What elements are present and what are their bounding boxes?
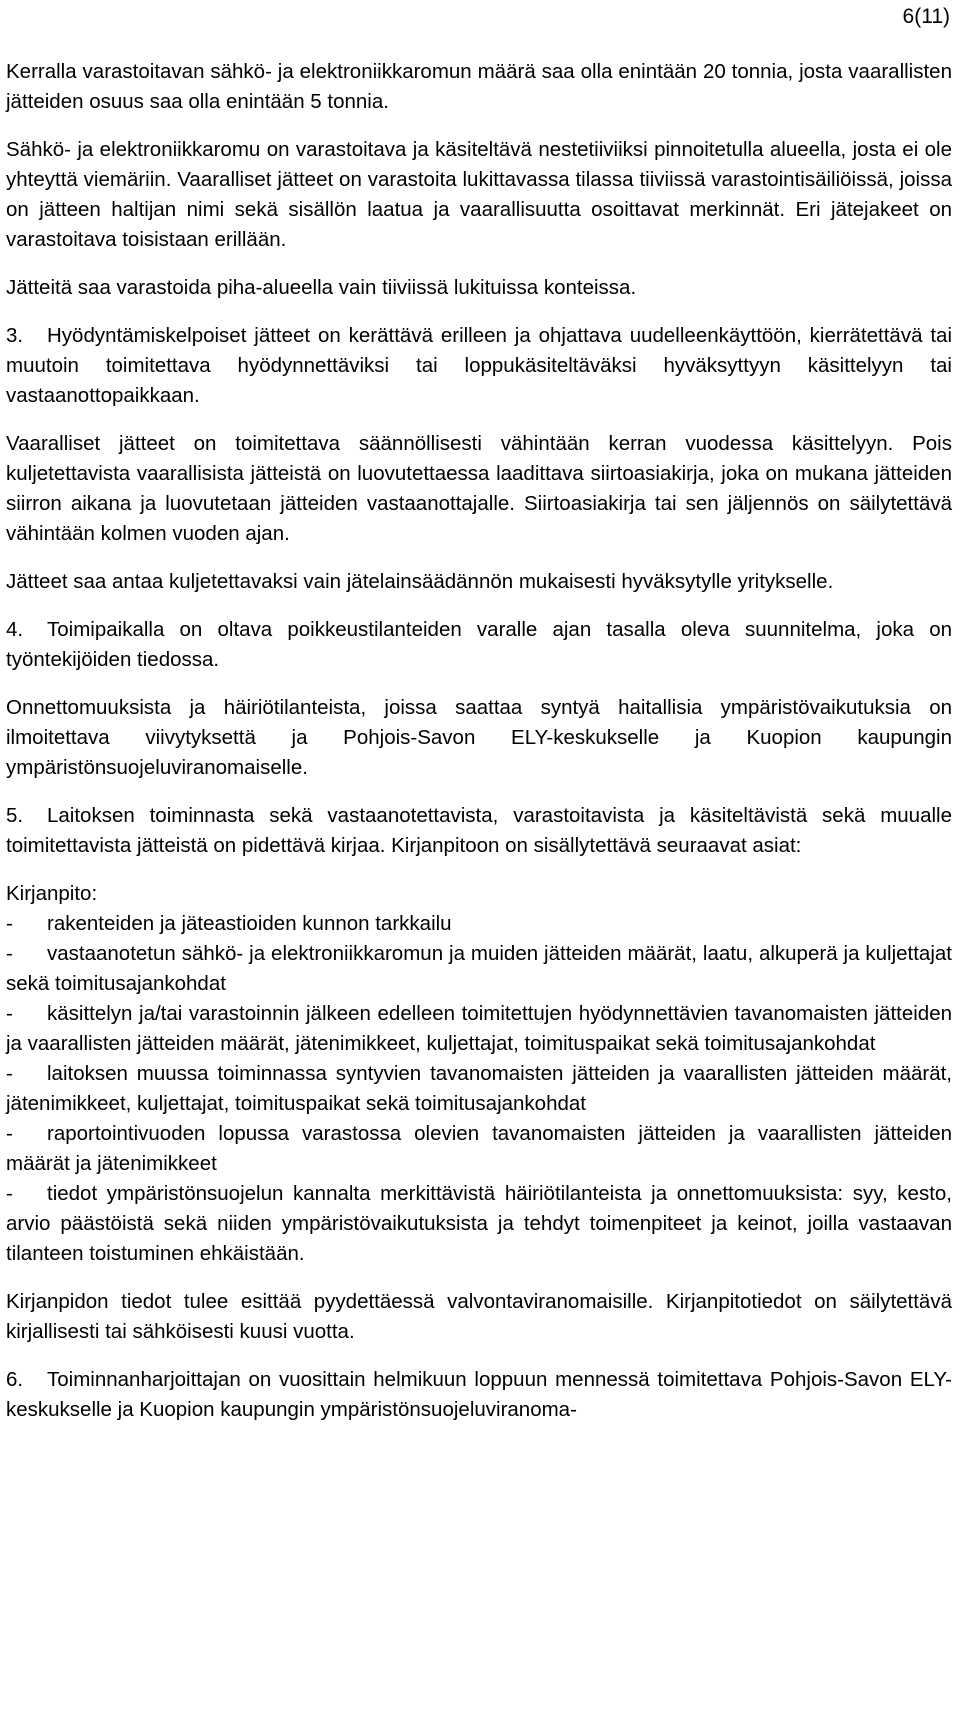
section-text: Toiminnanharjoittajan on vuosittain helmikuun loppuun mennessä toimitettava Pohjois-Savon ELY-keskukselle ja Kuopion kaupungin ympäristönsuojeluviranoma- — [6, 1368, 952, 1421]
list-dash: - — [6, 1002, 13, 1025]
paragraph-storage-requirements: Sähkö- ja elektroniikkaromu on varastoitava ja käsiteltävä nestetiiviiksi pinnoitetulla alueella, josta ei ole yhteyttä viemäriin. Vaaralliset jätteet on varastoita lukittavassa tilassa tiiviissä varastointisäiliöissä, joissa on jätteen haltijan nimi sekä sisällön laatua ja vaarallisuutta osoittavat merkinnät. Eri jätejakeet on varastoitava toisistaan erillään. — [6, 138, 952, 251]
bookkeeping-title: Kirjanpito: — [6, 882, 98, 905]
list-item-text: vastaanotetun sähkö- ja elektroniikkaromun ja muiden jätteiden määrät, laatu, alkuperä ja kuljettajat sekä toimitusajankohdat — [6, 942, 952, 995]
list-item-text: rakenteiden ja jäteastioiden kunnon tarkkailu — [47, 912, 452, 935]
page-number: 6(11) — [902, 5, 950, 28]
paragraph-bookkeeping-retention: Kirjanpidon tiedot tulee esittää pyydettäessä valvontaviranomaisille. Kirjanpitotiedot on säilytettävä kirjallisesti tai sähköisesti kuusi vuotta. — [6, 1290, 952, 1343]
paragraph-yard-storage: Jätteitä saa varastoida piha-alueella vain tiiviissä lukituissa konteissa. — [6, 276, 637, 299]
paragraph-storage-limit: Kerralla varastoitavan sähkö- ja elektroniikkaromun määrä saa olla enintään 20 tonnia, josta vaarallisten jätteiden osuus saa olla enintään 5 tonnia. — [6, 60, 952, 113]
section-text: Toimipaikalla on oltava poikkeustilanteiden varalle ajan tasalla oleva suunnitelma, joka on työntekijöiden tiedossa. — [6, 618, 952, 671]
paragraph-section-4 — [6, 615, 952, 675]
section-text: Laitoksen toiminnasta sekä vastaanotettavista, varastoitavista ja käsiteltävistä sekä muualle toimitettavista jätteistä on pidettävä kirjaa. Kirjanpitoon on sisällytettävä seuraavat asiat: — [6, 804, 952, 857]
list-item — [6, 1059, 952, 1119]
list-item-text: laitoksen muussa toiminnassa syntyvien tavanomaisten jätteiden ja vaarallisten jätteiden määrät, jätenimikkeet, kuljettajat, toimituspaikat sekä toimitusajankohdat — [6, 1062, 952, 1115]
section-number: 3. — [6, 324, 24, 347]
list-item — [6, 939, 952, 999]
document-body — [6, 57, 952, 1425]
paragraph-section-6 — [6, 1365, 952, 1425]
paragraph-transport-approval: Jätteet saa antaa kuljetettavaksi vain jätelainsäädännön mukaisesti hyväksytylle yritykselle. — [6, 570, 834, 593]
section-number: 5. — [6, 804, 24, 827]
list-item — [6, 1119, 952, 1179]
section-text: Hyödyntämiskelpoiset jätteet on kerättävä erilleen ja ohjattava uudelleenkäyttöön, kierrätettävä tai muutoin toimitettava hyödynnettäviksi tai loppukäsiteltäväksi hyväksyttyyn käsittelyyn tai vastaanottopaikkaan. — [6, 324, 952, 407]
list-dash: - — [6, 942, 13, 965]
paragraph-section-3 — [6, 321, 952, 411]
paragraph-section-5 — [6, 801, 952, 861]
list-item — [6, 999, 952, 1059]
list-item-text: käsittelyn ja/tai varastoinnin jälkeen edelleen toimitettujen hyödynnettävien tavanomaisten jätteiden ja vaarallisten jätteiden määrät, jätenimikkeet, kuljettajat, toimituspaikat sekä toimitusajankohdat — [6, 1002, 952, 1055]
list-dash: - — [6, 1182, 13, 1205]
list-item — [6, 909, 952, 939]
list-item-text: raportointivuoden lopussa varastossa olevien tavanomaisten jätteiden ja vaarallisten jätteiden määrät ja jätenimikkeet — [6, 1122, 952, 1175]
bookkeeping-list — [6, 909, 952, 1269]
list-dash: - — [6, 912, 13, 935]
list-dash: - — [6, 1062, 13, 1085]
list-item-text: tiedot ympäristönsuojelun kannalta merkittävistä häiriötilanteista ja onnettomuuksista: syy, kesto, arvio päästöistä sekä niiden ympäristövaikutuksista ja tehdyt toimenpiteet ja keinot, joilla vastaavan tilanteen toistuminen ehkäistään. — [6, 1182, 952, 1265]
list-dash: - — [6, 1122, 13, 1145]
section-number: 4. — [6, 618, 24, 641]
list-item — [6, 1179, 952, 1269]
paragraph-hazardous-delivery: Vaaralliset jätteet on toimitettava säännöllisesti vähintään kerran vuodessa käsittelyyn. Pois kuljetettavista vaarallisista jätteistä on luovutettaessa laadittava siirtoasiakirja, joka on mukana jätteiden siirron aikana ja luovutetaan jätteiden vastaanottajalle. Siirtoasiakirja tai sen jäljennös on säilytettävä vähintään kolmen vuoden ajan. — [6, 432, 952, 545]
section-number: 6. — [6, 1368, 24, 1391]
paragraph-accident-reporting: Onnettomuuksista ja häiriötilanteista, joissa saattaa syntyä haitallisia ympäristövaikutuksia on ilmoitettava viivytyksettä ja Pohjois-Savon ELY-keskukselle ja Kuopion kaupungin ympäristönsuojeluviranomaiselle. — [6, 696, 952, 779]
